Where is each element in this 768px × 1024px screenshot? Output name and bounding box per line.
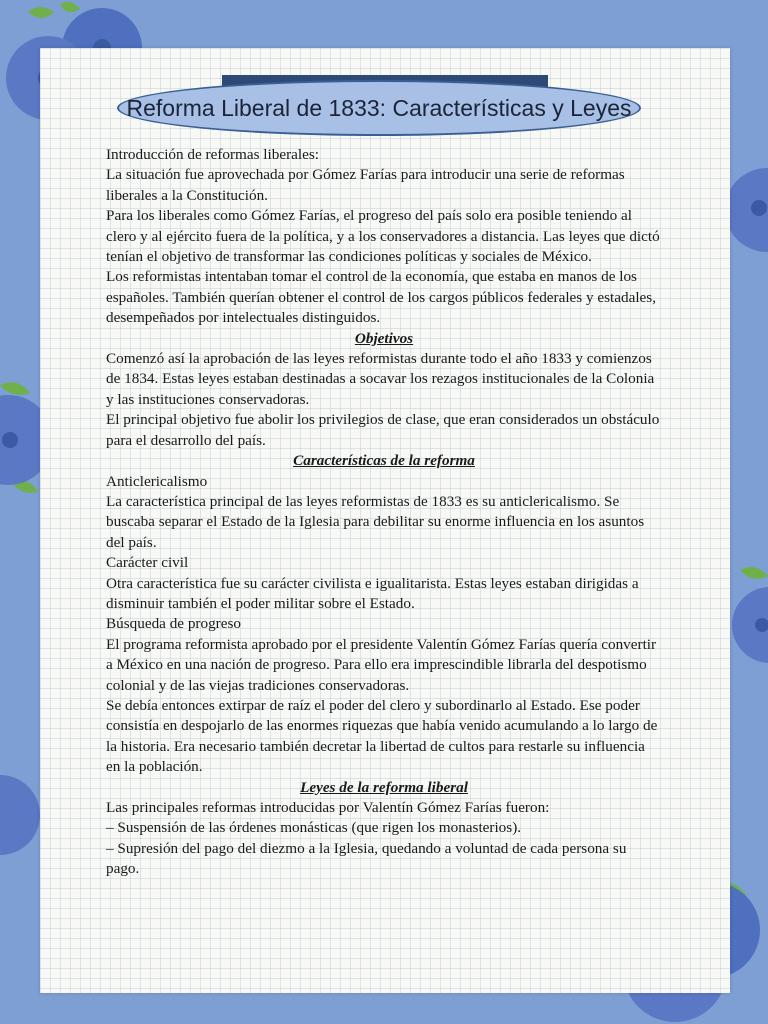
paragraph: Otra característica fue su carácter civilista e igualitarista. Estas leyes estaban dirigidas a disminuir también el poder militar sobre el Estado.	[106, 574, 639, 612]
subheading: Búsqueda de progreso	[106, 615, 241, 633]
paragraph: Los reformistas intentaban tomar el control de la economía, que estaba en manos de los españoles. También querían obtener el control de los cargos públicos federales y estadales, desempeñados por intelectuales distinguidos.	[106, 268, 657, 327]
paragraph: El programa reformista aprobado por el presidente Valentín Gómez Farías quería convertir a México en una nación de progreso. Para ello era imprescindible librarla del despotismo colonial y de las viejas tradiciones conservadoras.	[106, 635, 657, 694]
section-heading-caracteristicas: Características de la reforma	[293, 452, 475, 470]
document-body	[106, 145, 662, 880]
title-banner	[117, 80, 641, 136]
section-heading-leyes: Leyes de la reforma liberal	[300, 778, 468, 796]
paragraph: Las principales reformas introducidas por Valentín Gómez Farías fueron:	[106, 799, 550, 816]
paragraph: El principal objetivo fue abolir los privilegios de clase, que eran considerados un obstáculo para el desarrollo del país.	[106, 411, 660, 449]
subheading: Anticlericalismo	[106, 472, 208, 490]
section-heading-objetivos: Objetivos	[354, 329, 414, 347]
paragraph: La característica principal de las leyes reformistas de 1833 es su anticlericalismo. Se buscaba separar el Estado de la Iglesia para debilitar su enorme influencia en los asuntos del país.	[106, 492, 645, 551]
paragraph: Comenzó así la aprobación de las leyes reformistas durante todo el año 1833 y comienzos de 1834. Estas leyes estaban destinadas a socavar los rezagos institucionales de la Colonia y las instituciones conservadoras.	[106, 350, 655, 408]
paragraph: Para los liberales como Gómez Farías, el progreso del país solo era posible teniendo al clero y al ejército fuera de la política, y a los conservadores a distancia. Las leyes que dictó tenían el objetivo de transformar las condiciones políticas y sociales de México.	[106, 207, 660, 266]
intro-heading: Introducción de reformas liberales:	[106, 146, 319, 163]
paragraph: La situación fue aprovechada por Gómez Farías para introducir una serie de reformas liberales a la Constitución.	[106, 166, 625, 204]
paragraph: Se debía entonces extirpar de raíz el poder del clero y subordinarlo al Estado. Ese poder consistía en despojarlo de las enormes riquezas que había venido acumulando a lo largo de la historia. Era necesario también decretar la libertad de cultos para restarle su influencia en la población.	[106, 696, 658, 776]
subheading: Carácter civil	[106, 554, 189, 572]
list-item: – Suspensión de las órdenes monásticas (que rigen los monasterios).	[106, 819, 522, 837]
list-item: – Supresión del pago del diezmo a la Iglesia, quedando a voluntad de cada persona su pago.	[106, 839, 627, 878]
page-title: Reforma Liberal de 1833: Características y Leyes	[126, 94, 632, 121]
